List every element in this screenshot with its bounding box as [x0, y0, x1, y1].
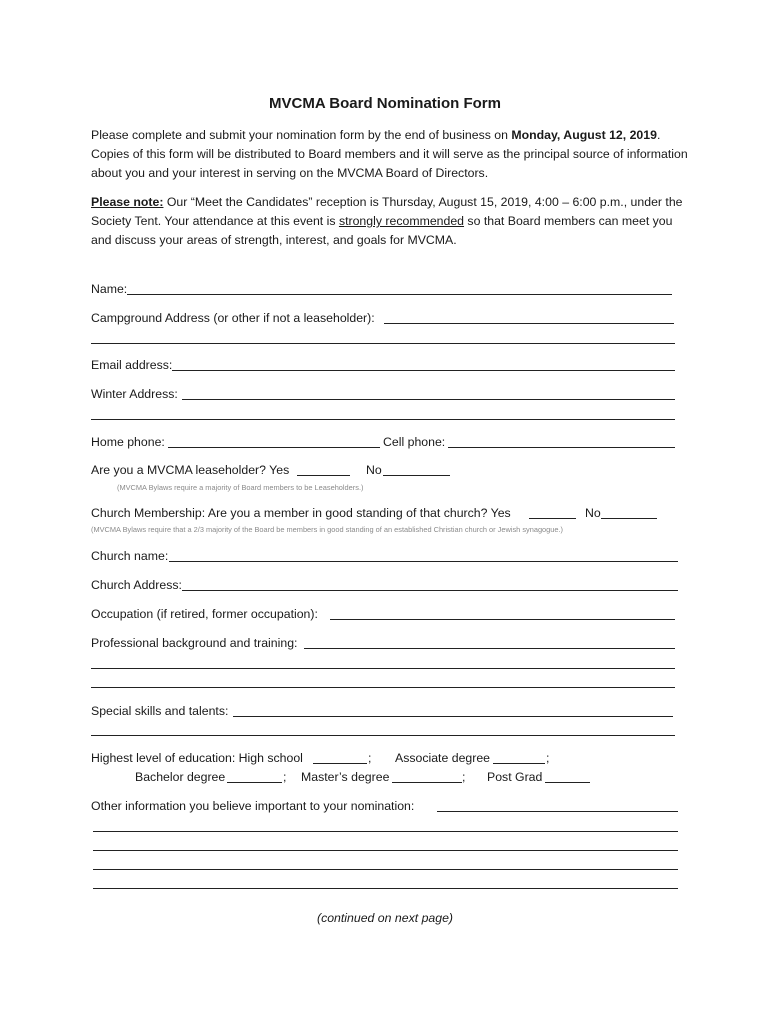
post-grad-line[interactable]: [545, 782, 590, 783]
church-name-label: Church name:: [91, 549, 169, 563]
winter-label: Winter Address:: [91, 387, 178, 401]
professional-line[interactable]: [304, 648, 675, 649]
church-no-line[interactable]: [601, 518, 657, 519]
skills-line-2[interactable]: [91, 735, 675, 736]
high-school-line[interactable]: [313, 763, 367, 764]
note-paragraph: Please note: Our “Meet the Candidates” reception is Thursday, August 15, 2019, 4:00 – 6:00 p.m., under the Society Tent. Your attendance at this event is strongly recommended so that Board members can meet you and discuss your areas of strength, interest, and goals for MVCMA.: [91, 195, 683, 247]
deadline-date: Monday, August 12, 2019: [511, 128, 657, 142]
church-yes-line[interactable]: [529, 518, 576, 519]
bachelor-degree-line[interactable]: [227, 782, 282, 783]
leaseholder-note: (MVCMA Bylaws require a majority of Board members to be Leaseholders.): [117, 483, 364, 492]
semicolon-3: ;: [283, 770, 287, 784]
church-note: (MVCMA Bylaws require that a 2/3 majority of the Board be members in good standing of an established Christian church or Jewish synagogue.): [91, 525, 564, 534]
name-label: Name:: [91, 282, 128, 296]
church-name-line[interactable]: [169, 561, 678, 562]
post-grad-label: Post Grad: [487, 770, 543, 784]
masters-degree-line[interactable]: [392, 782, 462, 783]
skills-label: Special skills and talents:: [91, 704, 229, 718]
campground-line[interactable]: [384, 323, 674, 324]
professional-line-2[interactable]: [91, 668, 675, 669]
other-info-line[interactable]: [437, 811, 678, 812]
other-info-line-2[interactable]: [93, 831, 678, 832]
other-info-label: Other information you believe important to your nomination:: [91, 799, 415, 813]
masters-degree-label: Master’s degree: [301, 770, 390, 784]
form-title: MVCMA Board Nomination Form: [269, 95, 501, 112]
name-line[interactable]: [127, 294, 672, 295]
semicolon-4: ;: [462, 770, 466, 784]
other-info-line-4[interactable]: [93, 869, 678, 870]
leaseholder-yes-line[interactable]: [297, 475, 350, 476]
associate-degree-line[interactable]: [493, 763, 545, 764]
campground-label: Campground Address (or other if not a leaseholder):: [91, 311, 375, 325]
email-label: Email address:: [91, 358, 173, 372]
church-address-label: Church Address:: [91, 578, 182, 592]
occupation-line[interactable]: [330, 619, 675, 620]
intro-paragraph: Please complete and submit your nomination form by the end of business on Monday, August 12, 2019. Copies of this form will be distributed to Board members and it will serve as the principal source of information about you and your interest in serving on the MVCMA Board of Directors.: [91, 128, 688, 180]
continued-note: (continued on next page): [316, 911, 454, 925]
cell-phone-line[interactable]: [448, 447, 675, 448]
bachelor-degree-label: Bachelor degree: [135, 770, 226, 784]
other-info-line-5[interactable]: [93, 888, 678, 889]
skills-line[interactable]: [233, 716, 673, 717]
other-info-line-3[interactable]: [93, 850, 678, 851]
church-no-label: No: [585, 506, 601, 520]
associate-degree-label: Associate degree: [395, 751, 491, 765]
email-line[interactable]: [172, 370, 675, 371]
note-label: Please note:: [91, 195, 164, 209]
occupation-label: Occupation (if retired, former occupation):: [91, 607, 318, 621]
cell-phone-label: Cell phone:: [383, 435, 446, 449]
semicolon-2: ;: [546, 751, 550, 765]
church-membership-question: Church Membership: Are you a member in good standing of that church? Yes: [91, 506, 511, 520]
winter-line[interactable]: [182, 399, 675, 400]
education-label: Highest level of education: High school: [91, 751, 303, 765]
leaseholder-question: Are you a MVCMA leaseholder? Yes: [91, 463, 290, 477]
church-address-line[interactable]: [182, 590, 678, 591]
semicolon-1: ;: [368, 751, 372, 765]
professional-label: Professional background and training:: [91, 636, 298, 650]
home-phone-label: Home phone:: [91, 435, 165, 449]
campground-line-2[interactable]: [91, 343, 675, 344]
leaseholder-no-line[interactable]: [383, 475, 450, 476]
leaseholder-no-label: No: [366, 463, 382, 477]
home-phone-line[interactable]: [168, 447, 380, 448]
emphasis-text: strongly recommended: [338, 214, 465, 228]
winter-line-2[interactable]: [91, 419, 675, 420]
professional-line-3[interactable]: [91, 687, 675, 688]
